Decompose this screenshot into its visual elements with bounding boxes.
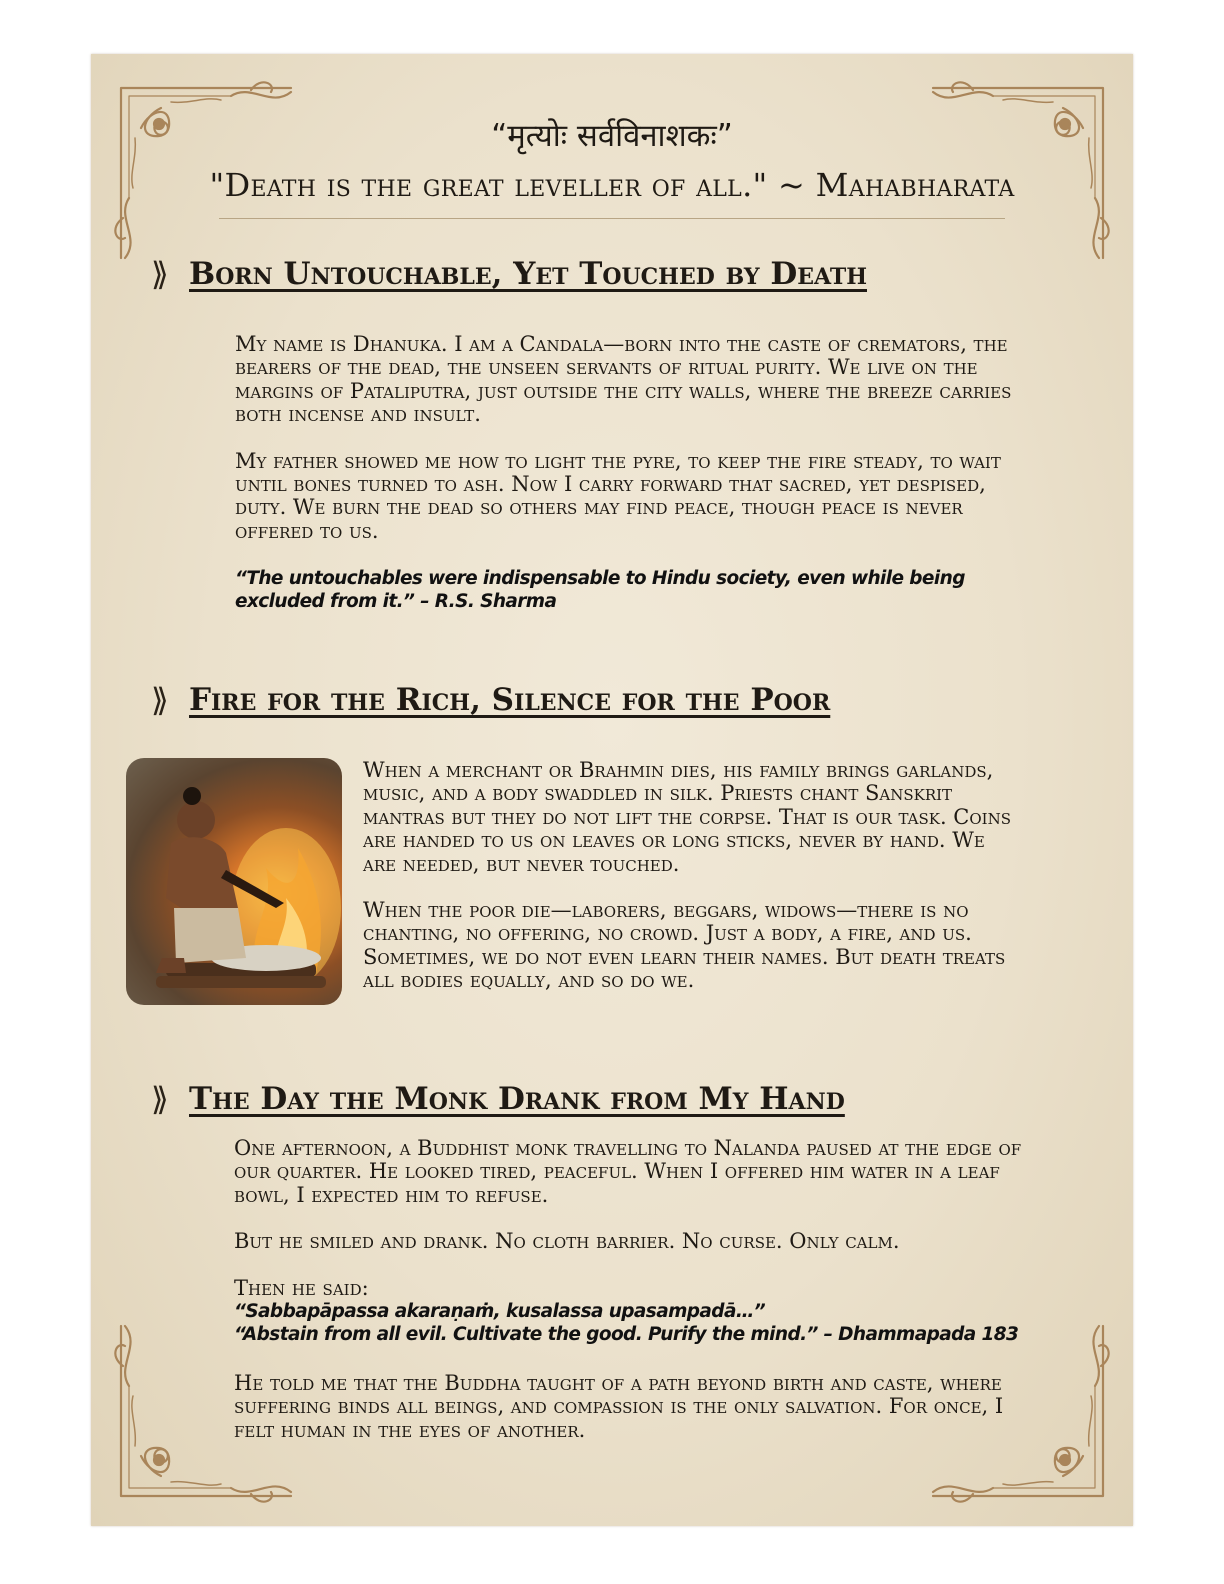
cremator-at-pyre-image: [126, 758, 342, 1005]
verse-translation: “Abstain from all evil. Cultivate the good. Purify the mind.” – Dhammapada 183: [234, 1324, 1019, 1345]
section-body-3: [234, 1137, 1034, 1300]
paragraph: One afternoon, a Buddhist monk travelling to Nalanda paused at the edge of our quarter. He looked tired, peaceful. When I offered him water in a leaf bowl, I expected him to refuse.: [234, 1136, 1022, 1207]
sanskrit-title: “मृत्योः सर्वविनाशकः”: [491, 118, 733, 154]
section-body-3-closing: [234, 1372, 1034, 1442]
section-heading-3: [151, 1077, 845, 1121]
paragraph: When a merchant or Brahmin dies, his family brings garlands, music, and a body swaddled in silk. Priests chant Sanskrit mantras but they do not lift the corpse. That is our task. Coins are handed to us on leaves or long sticks, never by hand. We are needed, but never touched.: [363, 758, 1011, 876]
paragraph: When the poor die—laborers, beggars, widows—there is no chanting, no offering, no crowd. Just a body, a fire, and us. Sometimes, we do not even learn their names. But death treats all bodies equally, and so do we.: [363, 898, 1006, 993]
double-chevron-right-icon: ⟫: [151, 681, 169, 719]
section-heading-1: [151, 252, 867, 296]
document-page: [91, 54, 1133, 1526]
header-divider: [219, 218, 1005, 219]
paragraph: He told me that the Buddha taught of a path beyond birth and caste, where suffering binds all beings, and compassion is the only salvation. For once, I felt human in the eyes of another.: [234, 1371, 1004, 1442]
block-quote: [234, 1300, 1034, 1346]
section-body-1: [235, 333, 1025, 543]
section-body-2: [363, 759, 1013, 993]
double-chevron-right-icon: ⟫: [151, 1080, 169, 1118]
double-chevron-right-icon: ⟫: [151, 255, 169, 293]
paragraph: Then he said:: [234, 1275, 369, 1300]
epigraph-quote: "Death is the great leveller of all." ~ Mahabharata: [209, 166, 1015, 204]
paragraph: My name is Dhanuka. I am a Candala—born into the caste of cremators, the bearers of the dead, the unseen servants of ritual purity. We live on the margins of Pataliputra, just outside the city walls, where the breeze carries both incense and insult.: [235, 332, 1012, 427]
paragraph: My father showed me how to light the pyre, to keep the fire steady, to wait until bones turned to ash. Now I carry forward that sacred, yet despised, duty. We burn the dead so others may find peace, though peace is never offered to us.: [235, 448, 1001, 543]
block-quote: “The untouchables were indispensable to Hindu society, even while being excluded from it.” – R.S. Sharma: [235, 568, 965, 612]
pali-verse: “Sabbapāpassa akaraṇaṁ, kusalassa upasampadā…”: [234, 1301, 766, 1322]
section-title: Fire for the Rich, Silence for the Poor: [189, 682, 831, 718]
paragraph: But he smiled and drank. No cloth barrier. No curse. Only calm.: [234, 1229, 900, 1254]
section-title: Born Untouchable, Yet Touched by Death: [189, 256, 867, 292]
section-heading-2: [151, 678, 830, 722]
section-title: The Day the Monk Drank from My Hand: [189, 1081, 845, 1117]
